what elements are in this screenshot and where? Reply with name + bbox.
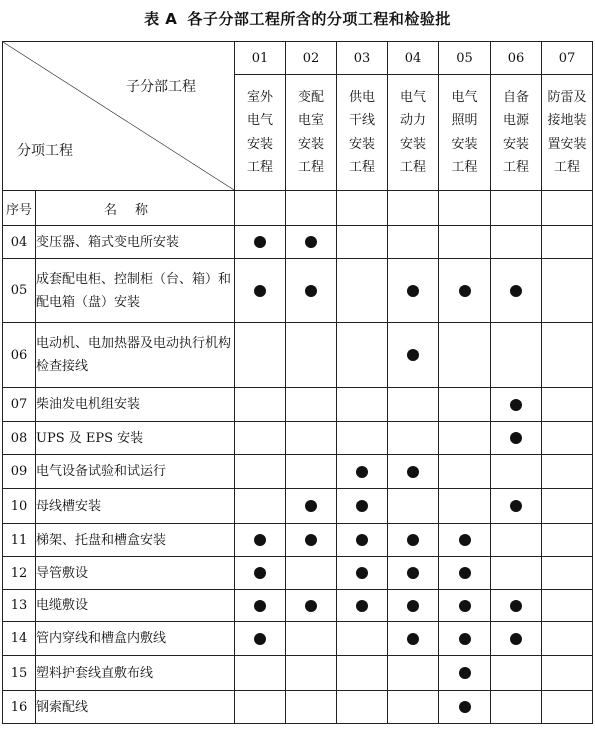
mark-cell	[542, 259, 593, 323]
bullet-mark	[510, 432, 522, 444]
mark-cell	[388, 455, 439, 489]
row-seq: 04	[3, 226, 36, 259]
mark-cell	[439, 259, 491, 323]
column-code: 01	[235, 42, 286, 75]
empty-cell	[439, 191, 491, 226]
mark-cell	[388, 691, 439, 724]
row-name: 母线槽安装	[36, 489, 235, 524]
bullet-mark	[356, 534, 368, 546]
column-title-line: 电气	[451, 89, 478, 105]
column-title-line: 安装	[297, 136, 324, 152]
column-code: 04	[388, 42, 439, 75]
mark-cell	[542, 622, 593, 656]
mark-cell	[542, 557, 593, 590]
mark-cell	[286, 656, 337, 691]
column-title-line: 安装	[399, 136, 426, 152]
column-title-line: 电源	[502, 113, 529, 128]
mark-cell	[491, 557, 542, 590]
mark-cell	[286, 691, 337, 724]
header-code-row	[3, 42, 593, 75]
row-seq: 12	[3, 557, 36, 590]
mark-cell	[542, 656, 593, 691]
mark-cell	[235, 656, 286, 691]
mark-cell	[235, 323, 286, 388]
mark-cell	[388, 656, 439, 691]
column-title-line: 防雷及	[547, 89, 587, 105]
column-title-line: 变配	[297, 89, 324, 105]
name-header: 名称	[36, 191, 235, 226]
row-seq: 15	[3, 656, 36, 691]
mark-cell	[286, 226, 337, 259]
row-seq: 16	[3, 691, 36, 724]
bullet-mark	[356, 466, 368, 478]
column-title-line: 接地装	[547, 113, 587, 128]
mark-cell	[337, 590, 388, 622]
empty-cell	[235, 191, 286, 226]
bullet-mark	[407, 633, 419, 645]
mark-cell	[235, 226, 286, 259]
mark-cell	[286, 622, 337, 656]
seq-header: 序号	[3, 191, 36, 226]
bullet-mark	[510, 399, 522, 411]
mark-cell	[439, 226, 491, 259]
mark-cell	[491, 524, 542, 557]
bullet-mark	[356, 500, 368, 512]
column-title-line: 自备	[502, 89, 529, 105]
row-seq: 11	[3, 524, 36, 557]
mark-cell	[439, 524, 491, 557]
column-title	[235, 75, 286, 191]
bullet-mark	[305, 500, 317, 512]
mark-cell	[337, 259, 388, 323]
table-row	[3, 226, 593, 259]
column-title-line: 工程	[348, 160, 375, 175]
row-name: 钢索配线	[36, 691, 235, 724]
mark-cell	[491, 323, 542, 388]
bullet-mark	[254, 285, 266, 297]
bullet-mark	[305, 600, 317, 612]
mark-cell	[388, 622, 439, 656]
row-name: 电气设备试验和试运行	[36, 455, 235, 489]
column-title-line: 干线	[348, 113, 375, 128]
row-seq: 05	[3, 259, 36, 323]
mark-cell	[286, 524, 337, 557]
mark-cell	[286, 489, 337, 524]
row-name: 塑料护套线直敷布线	[36, 656, 235, 691]
column-title-line: 工程	[399, 160, 426, 175]
diagonal-top-label: 子分部工程	[126, 79, 196, 95]
bullet-mark	[305, 534, 317, 546]
column-title-line: 室外	[246, 89, 273, 105]
bullet-mark	[459, 534, 471, 546]
mark-cell	[491, 489, 542, 524]
mark-cell	[491, 622, 542, 656]
column-title-line: 安装	[246, 136, 273, 152]
mark-cell	[388, 524, 439, 557]
mark-cell	[337, 557, 388, 590]
row-name: 电动机、电加热器及电动执行机构检查接线	[36, 323, 235, 388]
mark-cell	[388, 388, 439, 422]
mark-cell	[491, 455, 542, 489]
mark-cell	[542, 590, 593, 622]
column-title	[491, 75, 542, 191]
column-title	[388, 75, 439, 191]
mark-cell	[439, 656, 491, 691]
column-title-line: 动力	[399, 113, 426, 128]
column-title-line: 安装	[502, 136, 529, 152]
column-title	[542, 75, 593, 191]
mark-cell	[235, 422, 286, 455]
empty-cell	[388, 191, 439, 226]
column-title-line: 电室	[297, 113, 324, 128]
mark-cell	[491, 691, 542, 724]
bullet-mark	[407, 466, 419, 478]
mark-cell	[286, 388, 337, 422]
bullet-mark	[254, 567, 266, 579]
column-title-line: 工程	[502, 160, 529, 175]
mark-cell	[388, 323, 439, 388]
mark-cell	[542, 489, 593, 524]
column-title	[337, 75, 388, 191]
row-name: 梯架、托盘和槽盒安装	[36, 524, 235, 557]
mark-cell	[542, 323, 593, 388]
table-row	[3, 323, 593, 388]
mark-cell	[491, 259, 542, 323]
column-title	[286, 75, 337, 191]
mark-cell	[286, 422, 337, 455]
column-code: 03	[337, 42, 388, 75]
table-title	[0, 8, 595, 29]
mark-cell	[235, 524, 286, 557]
mark-cell	[388, 489, 439, 524]
bullet-mark	[407, 349, 419, 361]
bullet-mark	[254, 534, 266, 546]
table-number: 表 A	[144, 10, 178, 28]
mark-cell	[388, 557, 439, 590]
table-row	[3, 691, 593, 724]
mark-cell	[439, 691, 491, 724]
bullet-mark	[254, 236, 266, 248]
column-title-line: 工程	[297, 160, 324, 175]
mark-cell	[542, 455, 593, 489]
bullet-mark	[305, 236, 317, 248]
column-title-line: 电气	[399, 89, 426, 105]
row-seq: 09	[3, 455, 36, 489]
bullet-mark	[407, 534, 419, 546]
table-row	[3, 524, 593, 557]
mark-cell	[388, 226, 439, 259]
bullet-mark	[407, 285, 419, 297]
mark-cell	[439, 455, 491, 489]
mark-cell	[337, 323, 388, 388]
mark-cell	[491, 656, 542, 691]
row-seq: 10	[3, 489, 36, 524]
bullet-mark	[305, 285, 317, 297]
bullet-mark	[459, 701, 471, 713]
row-name: 成套配电柜、控制柜（台、箱）和配电箱（盘）安装	[36, 259, 235, 323]
mark-cell	[439, 590, 491, 622]
column-code: 06	[491, 42, 542, 75]
bullet-mark	[459, 600, 471, 612]
diagonal-line	[3, 42, 234, 190]
bullet-mark	[254, 633, 266, 645]
column-title-line: 照明	[451, 113, 478, 128]
table-row	[3, 489, 593, 524]
mark-cell	[542, 422, 593, 455]
mark-cell	[286, 590, 337, 622]
column-title-line: 工程	[451, 160, 478, 175]
mark-cell	[337, 622, 388, 656]
mark-cell	[235, 557, 286, 590]
bullet-mark	[459, 285, 471, 297]
mark-cell	[235, 489, 286, 524]
column-title-line: 安装	[451, 136, 478, 152]
mark-cell	[388, 422, 439, 455]
column-title-line: 电气	[246, 113, 273, 128]
mark-cell	[235, 388, 286, 422]
bullet-mark	[459, 567, 471, 579]
mark-cell	[491, 388, 542, 422]
mark-cell	[337, 388, 388, 422]
table-row	[3, 590, 593, 622]
bullet-mark	[459, 667, 471, 679]
bullet-mark	[356, 567, 368, 579]
mark-cell	[491, 422, 542, 455]
column-title-line: 工程	[553, 160, 580, 175]
mark-cell	[337, 422, 388, 455]
empty-cell	[337, 191, 388, 226]
row-seq: 13	[3, 590, 36, 622]
bullet-mark	[510, 285, 522, 297]
mark-cell	[286, 557, 337, 590]
mark-cell	[439, 557, 491, 590]
row-seq: 07	[3, 388, 36, 422]
table-caption: 各子分部工程所含的分项工程和检验批	[187, 10, 451, 28]
empty-cell	[286, 191, 337, 226]
mark-cell	[439, 489, 491, 524]
bullet-mark	[407, 600, 419, 612]
mark-cell	[439, 323, 491, 388]
mark-cell	[491, 590, 542, 622]
mark-cell	[388, 259, 439, 323]
column-code: 05	[439, 42, 491, 75]
inspection-table	[2, 41, 593, 724]
bullet-mark	[459, 633, 471, 645]
mark-cell	[542, 388, 593, 422]
row-name: 管内穿线和槽盒内敷线	[36, 622, 235, 656]
mark-cell	[286, 455, 337, 489]
row-name: 导管敷设	[36, 557, 235, 590]
row-seq: 08	[3, 422, 36, 455]
row-name: 电缆敷设	[36, 590, 235, 622]
diagonal-bottom-label: 分项工程	[17, 143, 73, 159]
row-name: 柴油发电机组安装	[36, 388, 235, 422]
mark-cell	[388, 590, 439, 622]
column-title	[439, 75, 491, 191]
bullet-mark	[356, 600, 368, 612]
table-row	[3, 388, 593, 422]
column-title-line: 安装	[348, 136, 375, 152]
mark-cell	[286, 259, 337, 323]
mark-cell	[337, 656, 388, 691]
bullet-mark	[510, 500, 522, 512]
table-row	[3, 259, 593, 323]
mark-cell	[542, 691, 593, 724]
empty-cell	[491, 191, 542, 226]
column-title-line: 供电	[348, 89, 375, 105]
mark-cell	[542, 226, 593, 259]
mark-cell	[286, 323, 337, 388]
header-label-row	[3, 191, 593, 226]
table-row	[3, 656, 593, 691]
diagonal-header-cell	[3, 42, 235, 191]
bullet-mark	[510, 633, 522, 645]
row-name: UPS 及 EPS 安装	[36, 422, 235, 455]
row-seq: 06	[3, 323, 36, 388]
mark-cell	[542, 524, 593, 557]
mark-cell	[439, 388, 491, 422]
mark-cell	[337, 489, 388, 524]
mark-cell	[235, 590, 286, 622]
mark-cell	[337, 524, 388, 557]
mark-cell	[235, 455, 286, 489]
table-row	[3, 622, 593, 656]
row-seq: 14	[3, 622, 36, 656]
mark-cell	[439, 622, 491, 656]
mark-cell	[491, 226, 542, 259]
table-row	[3, 422, 593, 455]
mark-cell	[235, 259, 286, 323]
bullet-mark	[407, 567, 419, 579]
column-title-line: 工程	[246, 160, 273, 175]
column-code: 02	[286, 42, 337, 75]
column-code: 07	[542, 42, 593, 75]
mark-cell	[337, 691, 388, 724]
table-row	[3, 455, 593, 489]
mark-cell	[337, 226, 388, 259]
mark-cell	[235, 622, 286, 656]
mark-cell	[439, 422, 491, 455]
empty-cell	[542, 191, 593, 226]
row-name: 变压器、箱式变电所安装	[36, 226, 235, 259]
column-title-line: 置安装	[547, 136, 587, 152]
table-row	[3, 557, 593, 590]
bullet-mark	[510, 600, 522, 612]
bullet-mark	[254, 600, 266, 612]
mark-cell	[337, 455, 388, 489]
mark-cell	[235, 691, 286, 724]
